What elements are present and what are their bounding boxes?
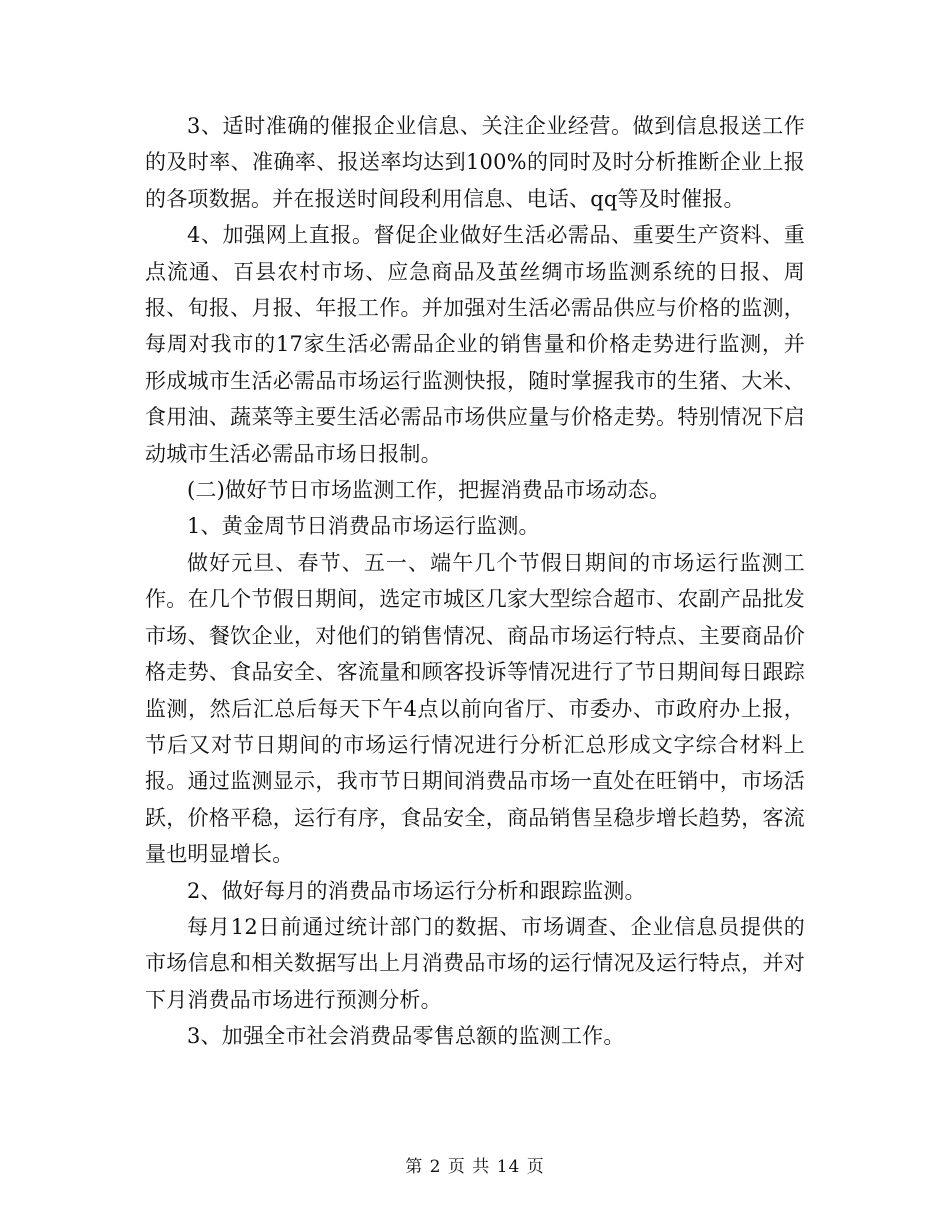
paragraph-holiday-monitoring: 做好元旦、春节、五一、端午几个节假日期间的市场运行监测工作。在几个节假日期间，选定市城区几家大型综合超市、农副产品批发市场、餐饮企业，对他们的销售情况、商品市场运行特点、主要商品价格走势、食品安全、客流量和顾客投诉等情况进行了节日期间每日跟踪监测，然后汇总后每天下午4点以前向省厅、市委办、市政府办上报，节后又对节日期间的市场运行情况进行分析汇总形成文字综合材料上报。通过监测显示，我市节日期间消费品市场一直处在旺销中，市场活跃，价格平稳，运行有序，食品安全，商品销售呈稳步增长趋势，客流量也明显增长。 xyxy=(145,550,805,867)
subheading-monthly-analysis: 2、做好每月的消费品市场运行分析和跟踪监测。 xyxy=(187,878,646,903)
paragraph-online-reporting: 4、加强网上直报。督促企业做好生活必需品、重要生产资料、重点流通、百县农村市场、应急商品及茧丝绸市场监测系统的日报、周报、旬报、月报、年报工作。并加强对生活必需品供应与价格的监测，每周对我市的17家生活必需品企业的销售量和价格走势进行监测，并形成城市生活必需品市场运行监测快报，随时掌握我市的生猪、大米、食用油、蔬菜等主要生活必需品市场供应量与价格走势。特别情况下启动城市生活必需品市场日报制。 xyxy=(145,223,805,466)
section-heading-holiday-monitoring: (二)做好节日市场监测工作，把握消费品市场动态。 xyxy=(187,478,671,503)
subheading-retail-monitoring: 3、加强全市社会消费品零售总额的监测工作。 xyxy=(187,1024,625,1049)
page-number-footer: 第 2 页 共 14 页 xyxy=(405,1157,545,1177)
paragraph-monthly-analysis: 每月12日前通过统计部门的数据、市场调查、企业信息员提供的市场信息和相关数据写出上月消费品市场的运行情况及运行特点，并对下月消费品市场进行预测分析。 xyxy=(145,914,805,1012)
document-body xyxy=(145,108,805,1055)
paragraph-info-reporting: 3、适时准确的催报企业信息、关注企业经营。做到信息报送工作的及时率、准确率、报送率均达到100%的同时及时分析推断企业上报的各项数据。并在报送时间段利用信息、电话、qq等及时催报。 xyxy=(145,114,805,211)
subheading-golden-week: 1、黄金周节日消费品市场运行监测。 xyxy=(187,514,540,539)
